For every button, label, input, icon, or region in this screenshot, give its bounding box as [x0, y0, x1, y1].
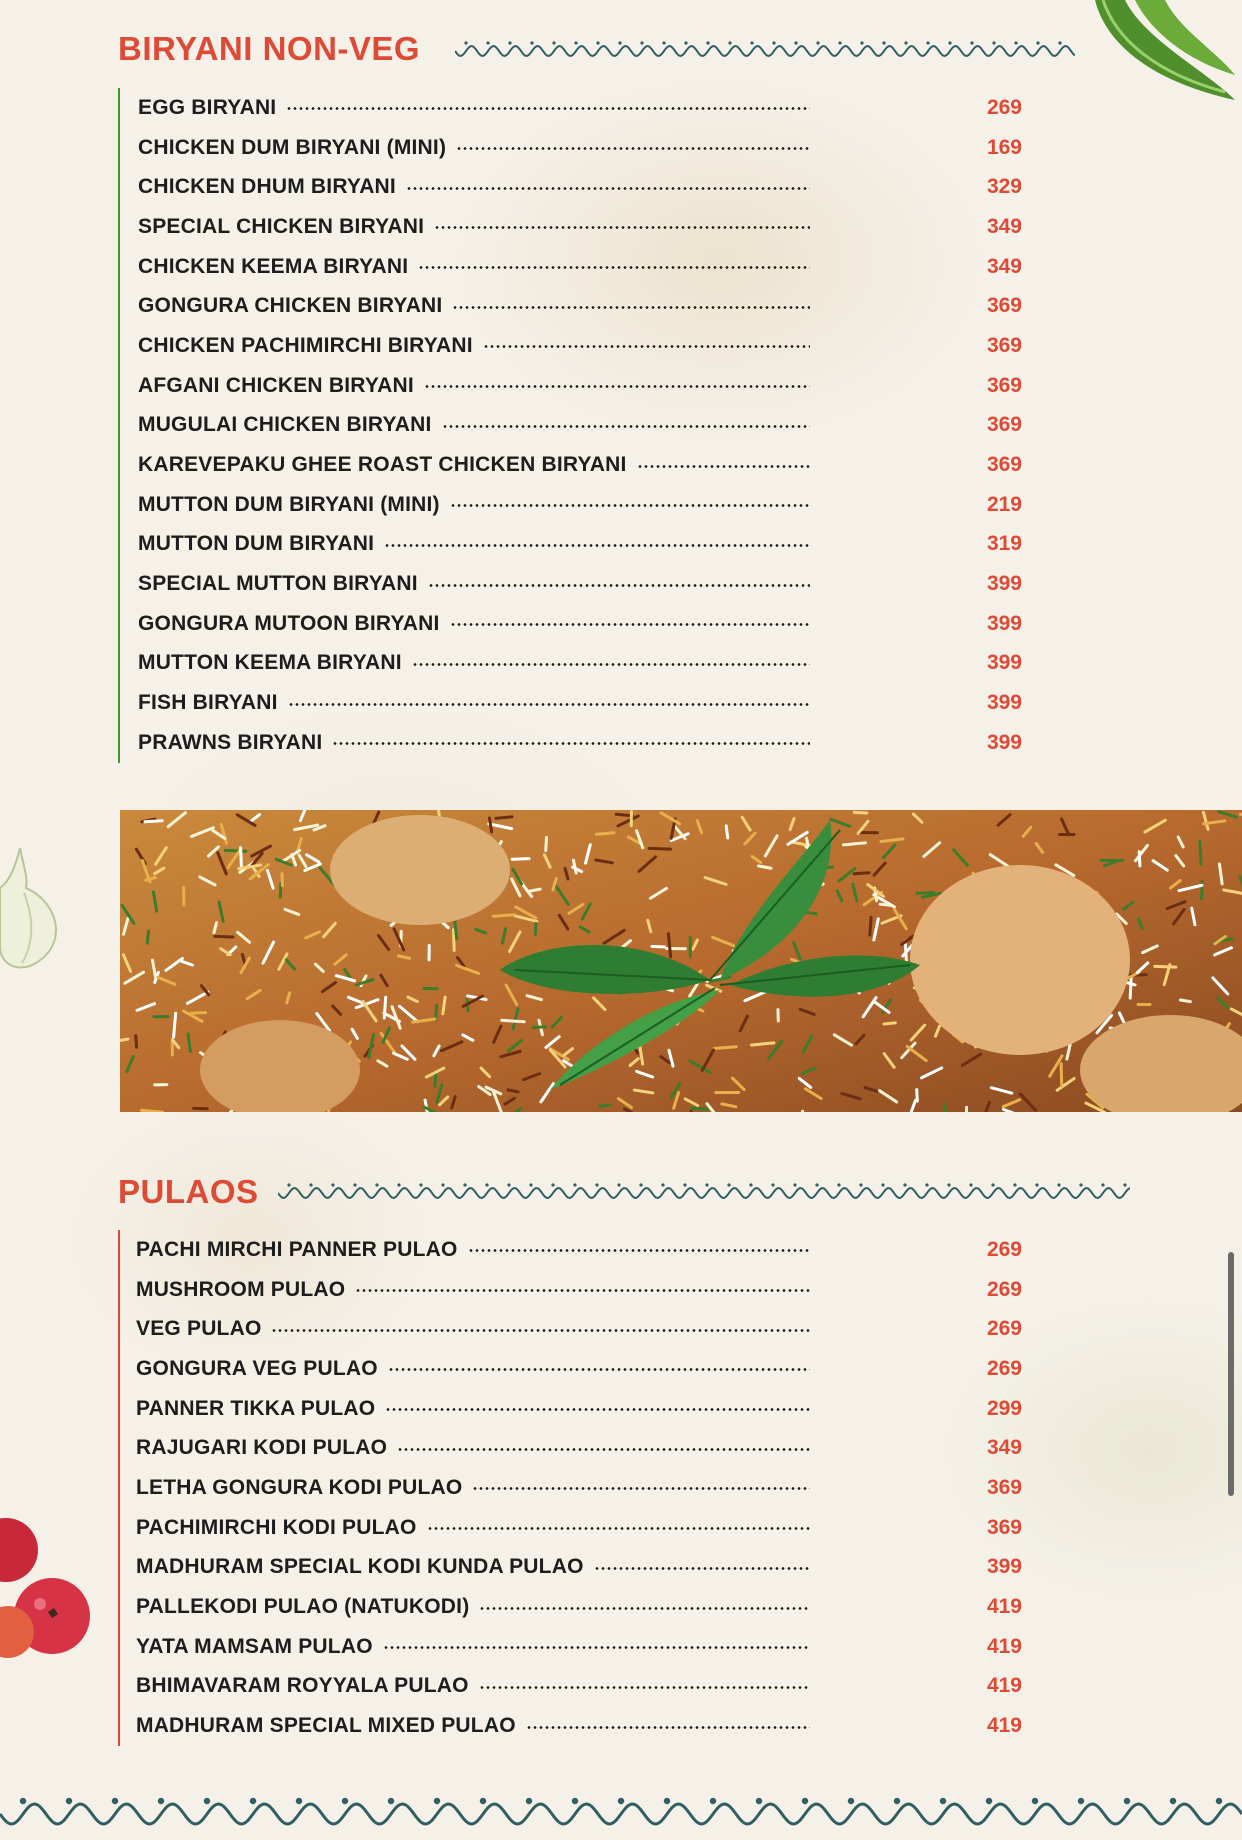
dot-leader — [385, 1408, 810, 1411]
item-price: 269 — [986, 95, 1022, 119]
item-price: 269 — [986, 1317, 1022, 1341]
dot-leader — [456, 147, 810, 150]
dot-leader — [388, 1368, 810, 1371]
item-price: 419 — [986, 1674, 1022, 1698]
dot-leader — [332, 742, 810, 745]
section-title-biryani-non-veg: BIRYANI NON-VEG — [118, 30, 421, 67]
item-name: MADHURAM SPECIAL KODI KUNDA PULAO — [136, 1555, 584, 1579]
item-name: MUTTON KEEMA BIRYANI — [138, 651, 402, 675]
menu-item — [120, 366, 1022, 406]
item-price: 349 — [986, 214, 1022, 238]
menu-item — [120, 286, 1022, 326]
item-name: MUSHROOM PULAO — [136, 1277, 346, 1301]
item-price: 319 — [986, 532, 1022, 556]
dot-leader — [271, 1329, 810, 1332]
item-price: 399 — [986, 691, 1022, 715]
item-price: 169 — [986, 135, 1022, 159]
item-name: MUGULAI CHICKEN BIRYANI — [138, 413, 432, 437]
item-name: PACHIMIRCHI KODI PULAO — [136, 1515, 417, 1539]
menu-item — [120, 1667, 1022, 1707]
item-name: CHICKEN KEEMA BIRYANI — [138, 254, 409, 278]
item-price: 219 — [986, 492, 1022, 516]
item-price: 369 — [986, 294, 1022, 318]
dot-leader — [397, 1448, 810, 1451]
dot-leader — [418, 266, 810, 269]
item-name: GONGURA MUTOON BIRYANI — [138, 611, 440, 635]
item-name: PACHI MIRCHI PANNER PULAO — [136, 1237, 458, 1261]
item-name: SPECIAL CHICKEN BIRYANI — [138, 214, 425, 238]
item-name: LETHA GONGURA KODI PULAO — [136, 1475, 463, 1499]
item-name: BHIMAVARAM ROYYALA PULAO — [136, 1674, 469, 1698]
dot-leader — [434, 226, 810, 229]
menu-item — [120, 604, 1022, 644]
item-name: CHICKEN DUM BIRYANI (MINI) — [138, 135, 447, 159]
item-name: EGG BIRYANI — [138, 95, 277, 119]
menu-item — [120, 683, 1022, 723]
item-price: 349 — [986, 254, 1022, 278]
dot-leader — [468, 1249, 810, 1252]
biryani-non-veg-list — [118, 88, 1022, 763]
item-name: RAJUGARI KODI PULAO — [136, 1436, 388, 1460]
menu-item — [120, 525, 1022, 565]
dot-leader — [450, 504, 810, 507]
dot-leader — [288, 703, 810, 706]
dot-leader — [442, 425, 810, 428]
menu-item — [120, 167, 1022, 207]
menu-item — [120, 207, 1022, 247]
pulaos-list — [118, 1230, 1022, 1746]
section-title-pulaos: PULAOS — [118, 1173, 259, 1210]
dot-leader — [427, 1527, 810, 1530]
menu-item — [120, 1389, 1022, 1429]
menu-item — [120, 1230, 1022, 1270]
biryani-photo — [120, 810, 1242, 1112]
dot-leader — [637, 465, 810, 468]
item-price: 399 — [986, 730, 1022, 754]
item-price: 369 — [986, 373, 1022, 397]
item-name: GONGURA VEG PULAO — [136, 1356, 378, 1380]
item-price: 269 — [986, 1356, 1022, 1380]
menu-item — [120, 128, 1022, 168]
menu-item — [120, 723, 1022, 763]
item-price: 419 — [986, 1714, 1022, 1738]
item-price: 369 — [986, 333, 1022, 357]
item-price: 399 — [986, 611, 1022, 635]
item-price: 299 — [986, 1396, 1022, 1420]
item-price: 349 — [986, 1436, 1022, 1460]
dot-leader — [384, 544, 810, 547]
item-name: SPECIAL MUTTON BIRYANI — [138, 572, 418, 596]
item-name: KAREVEPAKU GHEE ROAST CHICKEN BIRYANI — [138, 453, 627, 477]
tomato-icon — [0, 1508, 92, 1678]
dot-leader — [424, 385, 810, 388]
menu-item — [120, 1548, 1022, 1588]
item-price: 399 — [986, 1555, 1022, 1579]
dot-leader — [479, 1686, 810, 1689]
menu-item — [120, 445, 1022, 485]
item-price: 369 — [986, 413, 1022, 437]
menu-item — [120, 1706, 1022, 1746]
menu-item — [120, 1508, 1022, 1548]
item-name: PALLEKODI PULAO (NATUKODI) — [136, 1595, 470, 1619]
menu-item — [120, 88, 1022, 128]
dot-leader — [472, 1487, 810, 1490]
item-price: 399 — [986, 651, 1022, 675]
item-price: 269 — [986, 1277, 1022, 1301]
menu-item — [120, 406, 1022, 446]
item-name: YATA MAMSAM PULAO — [136, 1634, 373, 1658]
item-name: MADHURAM SPECIAL MIXED PULAO — [136, 1714, 516, 1738]
menu-item — [120, 247, 1022, 287]
dot-leader — [355, 1289, 810, 1292]
item-name: GONGURA CHICKEN BIRYANI — [138, 294, 443, 318]
dot-leader — [383, 1646, 810, 1649]
menu-item — [120, 1468, 1022, 1508]
menu-item — [120, 1309, 1022, 1349]
item-name: PANNER TIKKA PULAO — [136, 1396, 376, 1420]
menu-item — [120, 1428, 1022, 1468]
dot-leader — [479, 1607, 810, 1610]
item-price: 419 — [986, 1634, 1022, 1658]
item-name: FISH BIRYANI — [138, 691, 278, 715]
menu-item — [120, 326, 1022, 366]
dot-leader — [483, 345, 810, 348]
menu-item — [120, 1627, 1022, 1667]
item-price: 369 — [986, 1515, 1022, 1539]
item-price: 369 — [986, 1475, 1022, 1499]
dot-leader — [406, 187, 810, 190]
dot-leader — [594, 1567, 810, 1570]
green-chili-icon — [1085, 0, 1242, 110]
dot-leader — [526, 1726, 810, 1729]
item-name: VEG PULAO — [136, 1317, 262, 1341]
dot-leader — [452, 306, 810, 309]
item-name: AFGANI CHICKEN BIRYANI — [138, 373, 414, 397]
item-price: 369 — [986, 453, 1022, 477]
menu-item — [120, 1587, 1022, 1627]
wavy-divider-icon — [278, 1180, 1130, 1202]
dot-leader — [412, 663, 810, 666]
item-price: 399 — [986, 572, 1022, 596]
item-price: 269 — [986, 1237, 1022, 1261]
scrollbar[interactable] — [1228, 1252, 1234, 1496]
garlic-icon — [0, 848, 66, 970]
dot-leader — [286, 107, 810, 110]
menu-item — [120, 644, 1022, 684]
item-price: 329 — [986, 175, 1022, 199]
item-name: MUTTON DUM BIRYANI — [138, 532, 375, 556]
dot-leader — [428, 584, 810, 587]
wavy-divider-icon — [0, 1782, 1242, 1832]
item-name: PRAWNS BIRYANI — [138, 730, 323, 754]
dot-leader — [450, 623, 810, 626]
wavy-divider-icon — [455, 38, 1075, 60]
menu-item — [120, 1349, 1022, 1389]
item-name: CHICKEN PACHIMIRCHI BIRYANI — [138, 333, 473, 357]
item-name: MUTTON DUM BIRYANI (MINI) — [138, 492, 440, 516]
item-name: CHICKEN DHUM BIRYANI — [138, 175, 396, 199]
menu-item — [120, 1270, 1022, 1310]
item-price: 419 — [986, 1595, 1022, 1619]
menu-item — [120, 485, 1022, 525]
menu-item — [120, 564, 1022, 604]
